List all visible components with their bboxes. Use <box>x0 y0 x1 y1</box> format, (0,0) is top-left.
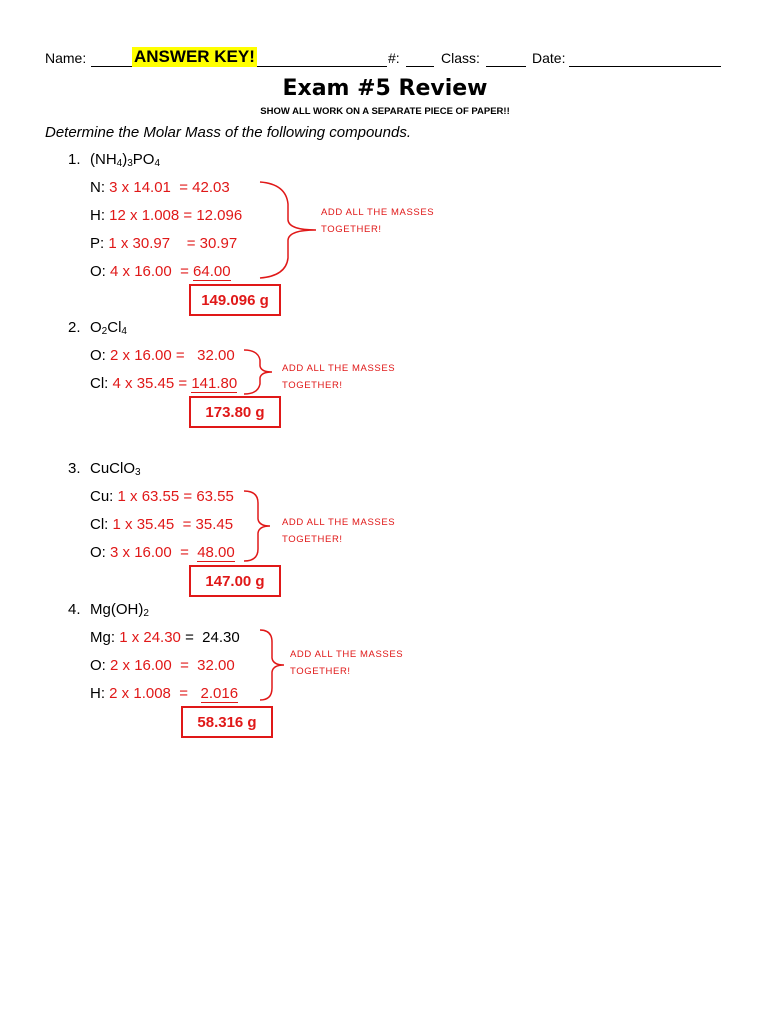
problem-4-line-2: O: 2 x 16.00 = 32.00 <box>90 657 235 674</box>
problem-2-formula: $O_2Cl_4$ <box>90 319 127 337</box>
problem-3-line-2: Cl: 1 x 35.45 = 35.45 <box>90 516 234 533</box>
problem-1-brace <box>258 180 318 280</box>
problem-1-line-2: H: 12 x 1.008 = 12.096 <box>90 207 243 224</box>
problem-4-line-3: H: 2 x 1.008 = 2.016 <box>90 685 239 702</box>
problem-2-answer-box: 173.80 g <box>189 396 281 428</box>
date-underline <box>569 66 721 67</box>
class-underline <box>486 66 526 67</box>
name-label: Name: <box>45 50 87 66</box>
answer-key-highlight: ANSWER KEY! <box>134 47 255 66</box>
problem-2-number: 2. <box>68 319 81 336</box>
instructions: Determine the Molar Mass of the following compounds. <box>45 124 412 141</box>
page-title: Exam #5 Review <box>282 76 488 101</box>
number-label: #: <box>388 50 400 66</box>
problem-3-note: ADD ALL THE MASSES TOGETHER! <box>282 517 396 545</box>
problem-4-note: ADD ALL THE MASSES TOGETHER! <box>290 649 404 677</box>
problem-1-note: ADD ALL THE MASSES TOGETHER! <box>321 207 435 235</box>
problem-3-brace <box>242 489 282 563</box>
problem-4-number: 4. <box>68 601 81 618</box>
number-underline <box>406 66 434 67</box>
problem-1-line-1: N: 3 x 14.01 = 42.03 <box>90 179 230 196</box>
problem-1-answer-box: 149.096 g <box>189 284 281 316</box>
problem-1-line-3: P: 1 x 30.97 = 30.97 <box>90 235 238 252</box>
problem-3-line-3: O: 3 x 16.00 = 48.00 <box>90 544 235 561</box>
problem-2-note: ADD ALL THE MASSES TOGETHER! <box>282 363 396 391</box>
problem-2-line-1: O: 2 x 16.00 = 32.00 <box>90 347 235 364</box>
problem-1-line-4: O: 4 x 16.00 = 64.00 <box>90 263 231 280</box>
problem-1-formula: $(NH_4)_3PO_4$ <box>90 151 161 169</box>
date-label: Date: <box>532 50 566 66</box>
problem-2-brace <box>242 348 282 396</box>
class-label: Class: <box>441 50 480 66</box>
problem-1-number: 1. <box>68 151 81 168</box>
problem-3-answer-box: 147.00 g <box>189 565 281 597</box>
problem-2-line-2: Cl: 4 x 35.45 = 141.80 <box>90 375 238 392</box>
problem-4-answer-box: 58.316 g <box>181 706 273 738</box>
problem-3-line-1: Cu: 1 x 63.55 = 63.55 <box>90 488 234 505</box>
page-subtitle: SHOW ALL WORK ON A SEPARATE PIECE OF PAPER!! <box>260 106 510 117</box>
problem-3-number: 3. <box>68 460 81 477</box>
problem-4-line-1: Mg: 1 x 24.30 = 24.30 <box>90 629 240 646</box>
problem-3-formula: CuClO$_3$ <box>90 460 141 478</box>
problem-4-formula: $Mg(OH)_2$ <box>90 601 149 619</box>
